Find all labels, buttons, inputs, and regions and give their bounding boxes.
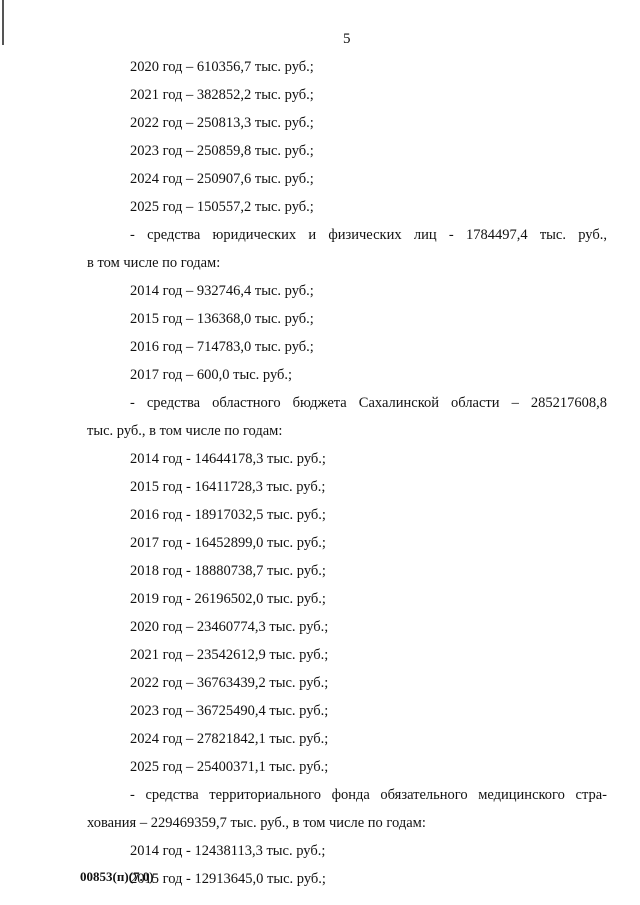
page-number: 5	[343, 31, 351, 47]
year-line: 2022 год – 250813,3 тыс. руб.;	[130, 115, 314, 131]
year-line: 2017 год - 16452899,0 тыс. руб.;	[130, 535, 326, 551]
year-line: 2015 год - 16411728,3 тыс. руб.;	[130, 479, 326, 495]
year-line: 2023 год – 36725490,4 тыс. руб.;	[130, 703, 329, 719]
paragraph-intro: - средства территориального фонда обязательного медицинского стра-	[130, 787, 607, 803]
year-line: 2020 год – 23460774,3 тыс. руб.;	[130, 619, 329, 635]
paragraph-continuation: тыс. руб., в том числе по годам:	[87, 423, 283, 439]
year-line: 2014 год - 12438113,3 тыс. руб.;	[130, 843, 326, 859]
year-line: 2014 год – 932746,4 тыс. руб.;	[130, 283, 314, 299]
document-code: 00853(п)(7.0)	[80, 869, 154, 884]
year-line: 2023 год – 250859,8 тыс. руб.;	[130, 143, 314, 159]
year-line: 2025 год – 25400371,1 тыс. руб.;	[130, 759, 329, 775]
year-line: 2024 год – 250907,6 тыс. руб.;	[130, 171, 314, 187]
document-body	[87, 58, 607, 898]
year-line: 2021 год – 382852,2 тыс. руб.;	[130, 87, 314, 103]
year-line: 2016 год - 18917032,5 тыс. руб.;	[130, 507, 326, 523]
year-line: 2019 год - 26196502,0 тыс. руб.;	[130, 591, 326, 607]
year-line: 2016 год – 714783,0 тыс. руб.;	[130, 339, 314, 355]
paragraph-continuation: хования – 229469359,7 тыс. руб., в том числе по годам:	[87, 815, 426, 831]
year-line: 2020 год – 610356,7 тыс. руб.;	[130, 59, 314, 75]
paragraph-continuation: в том числе по годам:	[87, 255, 221, 271]
year-line: 2025 год – 150557,2 тыс. руб.;	[130, 199, 314, 215]
paragraph-intro: - средства областного бюджета Сахалинской области – 285217608,8	[130, 395, 607, 411]
year-line: 2024 год – 27821842,1 тыс. руб.;	[130, 731, 329, 747]
year-line: 2021 год – 23542612,9 тыс. руб.;	[130, 647, 329, 663]
year-line: 2017 год – 600,0 тыс. руб.;	[130, 367, 293, 383]
year-line: 2015 год - 12913645,0 тыс. руб.;	[130, 871, 326, 887]
paragraph-intro: - средства юридических и физических лиц - 1784497,4 тыс. руб.,	[130, 227, 607, 243]
scan-edge-mark	[2, 0, 4, 45]
year-line: 2015 год – 136368,0 тыс. руб.;	[130, 311, 314, 327]
year-line: 2022 год – 36763439,2 тыс. руб.;	[130, 675, 329, 691]
year-line: 2018 год - 18880738,7 тыс. руб.;	[130, 563, 326, 579]
year-line: 2014 год - 14644178,3 тыс. руб.;	[130, 451, 326, 467]
